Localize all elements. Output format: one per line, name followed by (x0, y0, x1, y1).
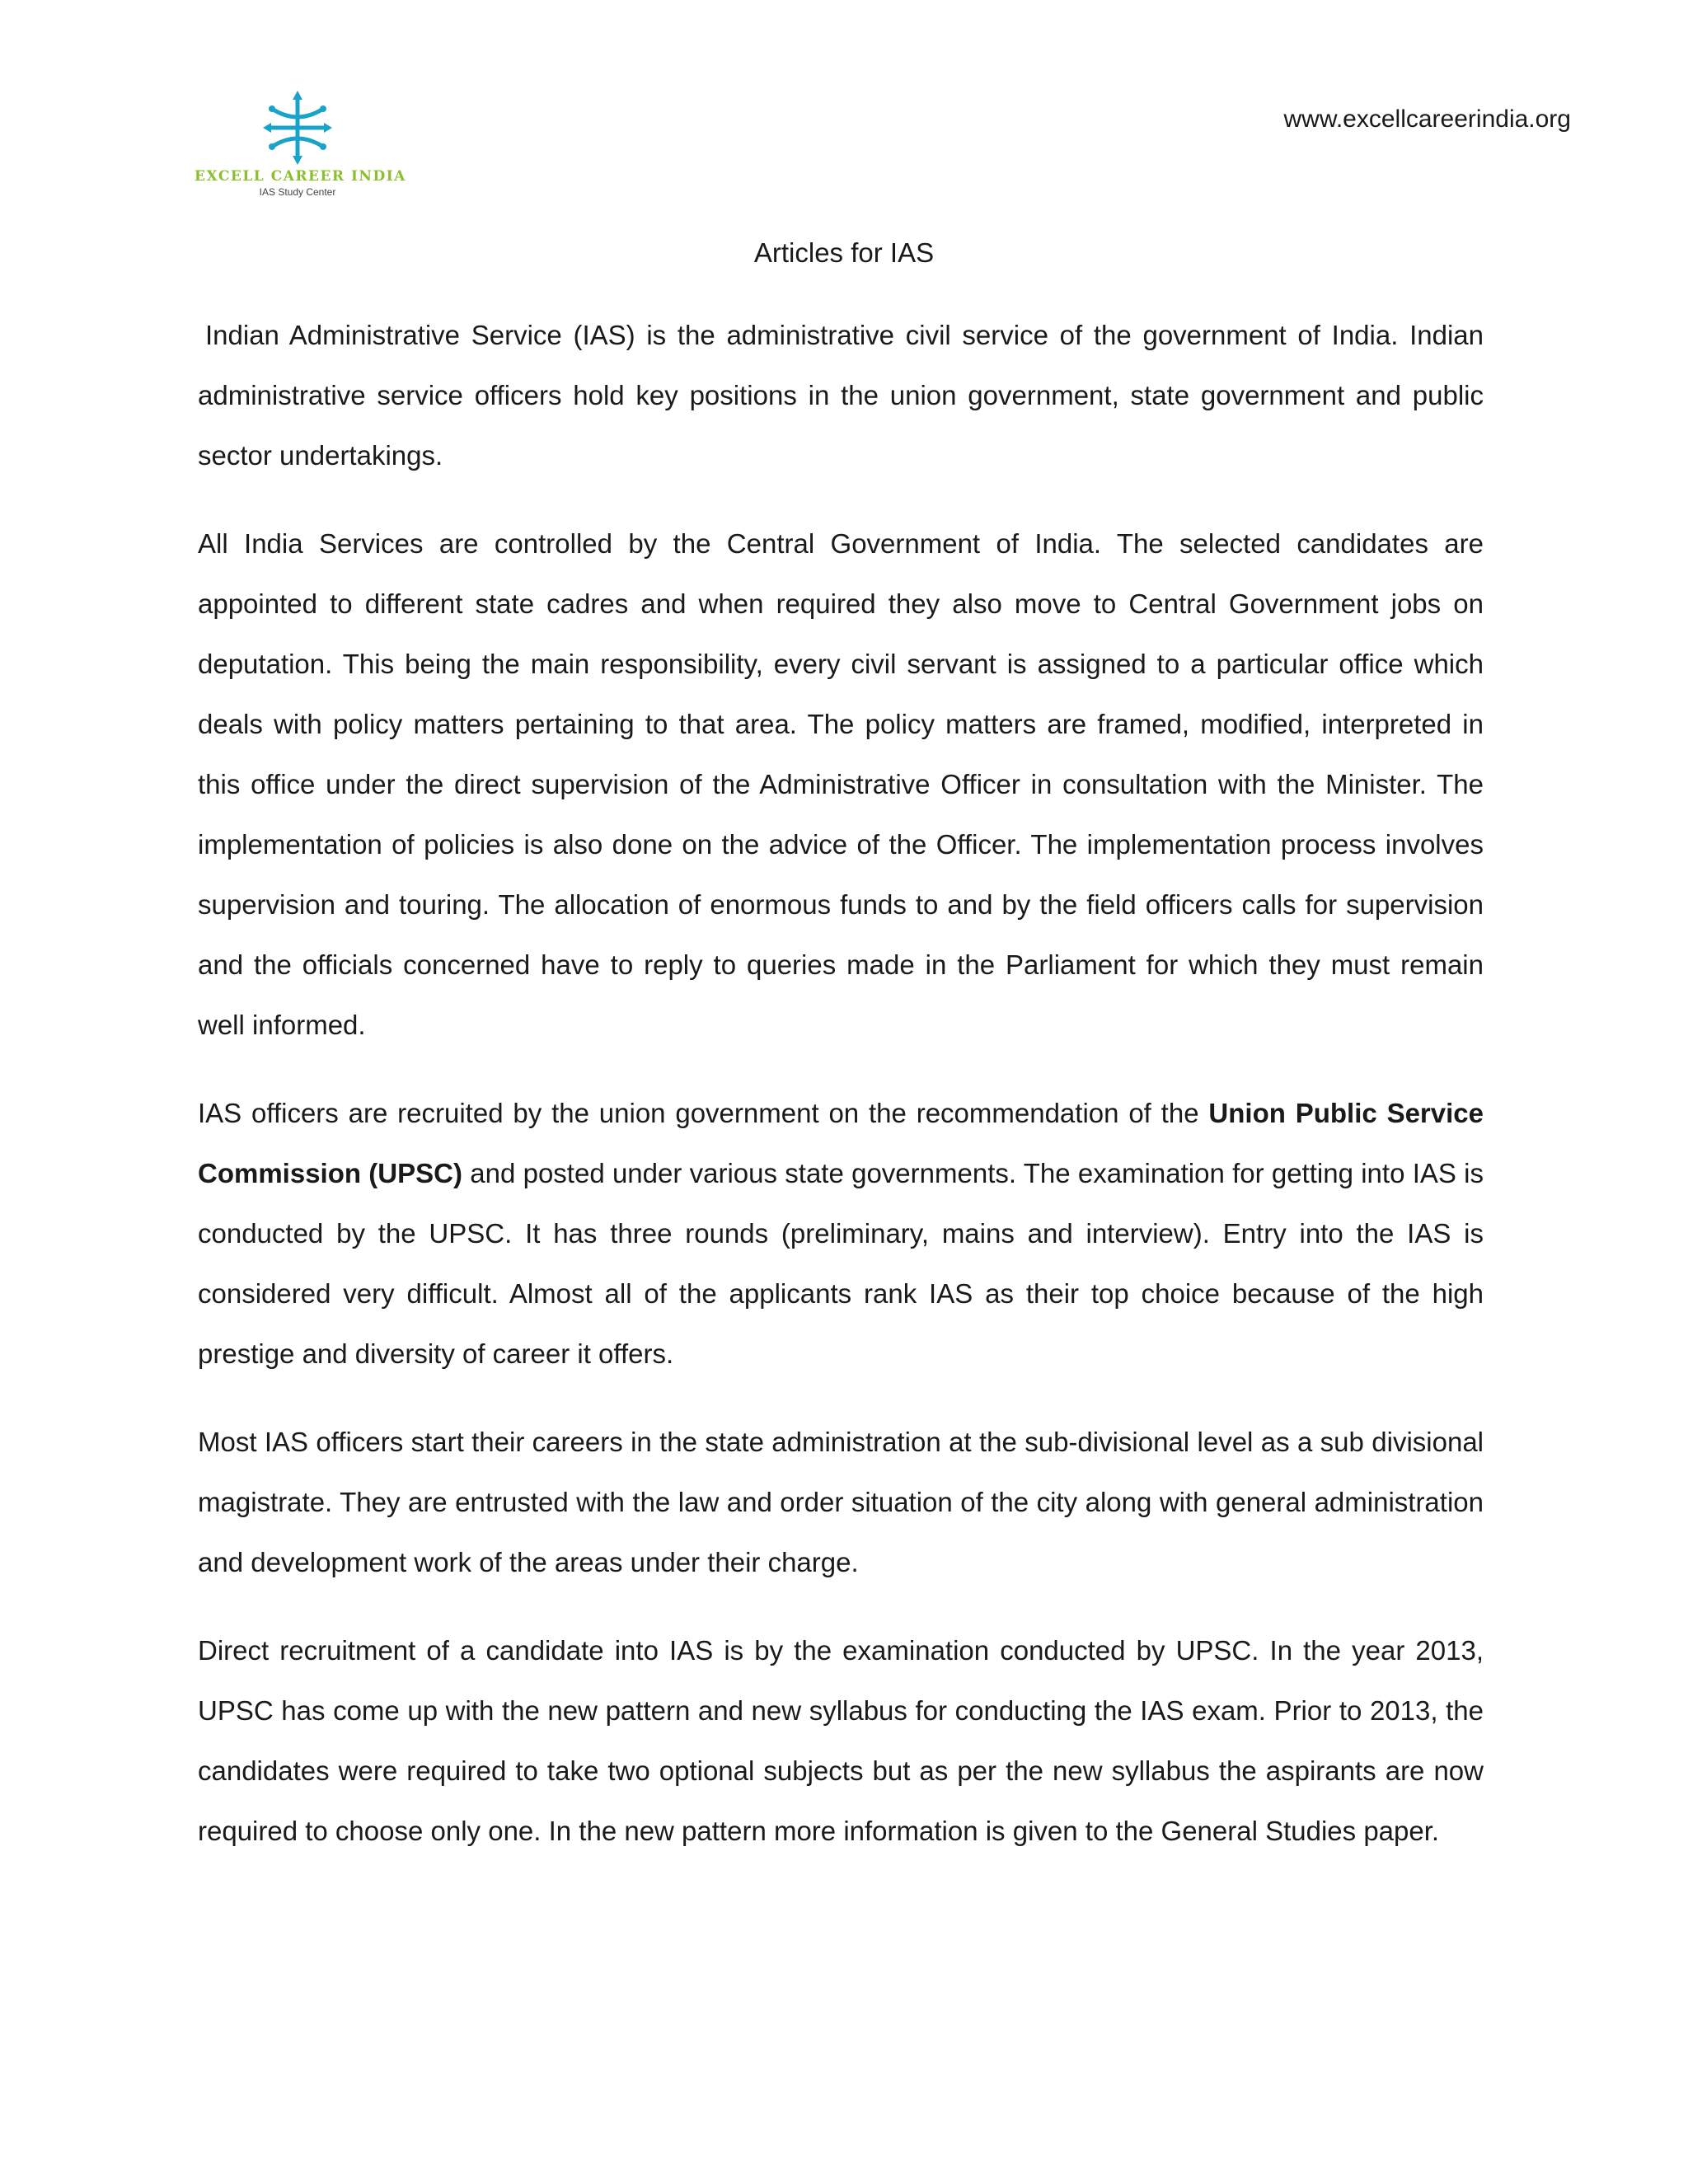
paragraph-3 (198, 1083, 1484, 1384)
logo-subtitle: IAS Study Center (259, 186, 336, 198)
paragraph-3-rest: and posted under various state governments. The examination for getting into IAS is conducted by the UPSC. It has three rounds (preliminary, mains and interview). Entry into the IAS is considered very difficult. Almost all of the applicants rank IAS as their top choice because of the high prestige and diversity of career it offers. (198, 1158, 1484, 1369)
logo (195, 91, 417, 204)
upsc-bold-term: Union Public Service Commission (UPSC) (198, 1098, 1484, 1188)
paragraph-4: Most IAS officers start their careers in the state administration at the sub-divisional level as a sub divisional magistrate. They are entrusted with the law and order situation of the city along with general administration and development work of the areas under their charge. (198, 1427, 1484, 1577)
logo-name: EXCELL CAREER INDIA (195, 168, 406, 185)
compass-star-logo-icon (260, 91, 335, 165)
document-title: Articles for IAS (753, 237, 935, 268)
article-body (198, 305, 1484, 1889)
site-url[interactable]: www.excellcareerindia.org (1283, 105, 1571, 133)
paragraph-5: Direct recruitment of a candidate into IAS is by the examination conducted by UPSC. In the year 2013, UPSC has come up with the new pattern and new syllabus for conducting the IAS exam. Prior to 2013, the candidates were required to take two optional subjects but as per the new syllabus the aspirants are now required to choose only one. In the new pattern more information is given to the General Studies paper. (198, 1635, 1484, 1846)
paragraph-3-lead: IAS officers are recruited by the union government on the recommendation of the (198, 1098, 1209, 1128)
paragraph-2: All India Services are controlled by the Central Government of India. The selected candidates are appointed to different state cadres and when required they also move to Central Government jobs on deputation. This being the main responsibility, every civil servant is assigned to a particular office which deals with policy matters pertaining to that area. The policy matters are framed, modified, interpreted in this office under the direct supervision of the Administrative Officer in consultation with the Minister. The implementation of policies is also done on the advice of the Officer. The implementation process involves supervision and touring. The allocation of enormous funds to and by the field officers calls for supervision and the officials concerned have to reply to queries made in the Parliament for which they must remain well informed. (198, 528, 1484, 1040)
paragraph-1: Indian Administrative Service (IAS) is the administrative civil service of the government of India. Indian administrative service officers hold key positions in the union government, state government and public sector undertakings. (198, 320, 1484, 471)
